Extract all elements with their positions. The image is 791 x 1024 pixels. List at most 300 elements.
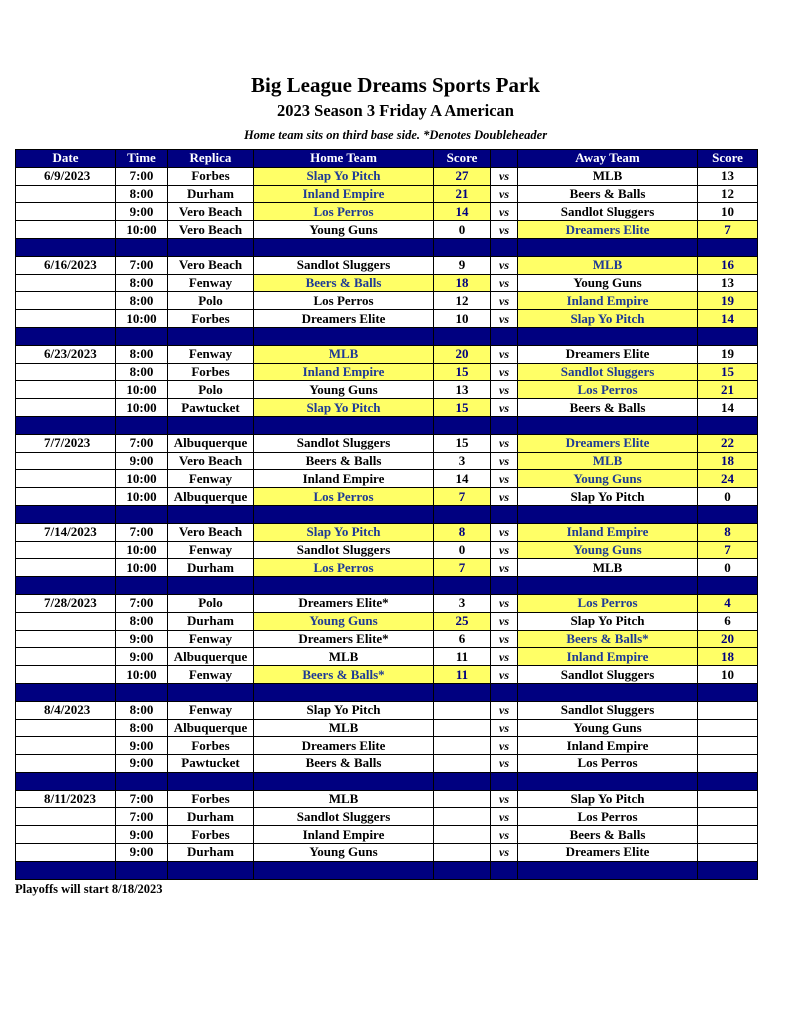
separator-cell xyxy=(434,861,491,879)
separator-cell xyxy=(16,861,116,879)
away-score: 24 xyxy=(698,470,758,488)
game-date-empty xyxy=(16,274,116,292)
away-team: Beers & Balls xyxy=(518,185,698,203)
separator-cell xyxy=(491,238,518,256)
away-score: 14 xyxy=(698,310,758,328)
home-score: 15 xyxy=(434,363,491,381)
separator-cell xyxy=(116,238,168,256)
vs-label: vs xyxy=(491,381,518,399)
vs-label: vs xyxy=(491,274,518,292)
game-time: 7:00 xyxy=(116,256,168,274)
home-score xyxy=(434,826,491,844)
separator-cell xyxy=(168,577,254,595)
game-time: 7:00 xyxy=(116,808,168,826)
away-team: MLB xyxy=(518,452,698,470)
home-team: Los Perros xyxy=(254,559,434,577)
away-score: 12 xyxy=(698,185,758,203)
playoffs-note: Playoffs will start 8/18/2023 xyxy=(15,882,163,896)
home-team: Los Perros xyxy=(254,292,434,310)
away-score: 14 xyxy=(698,399,758,417)
game-row xyxy=(16,808,758,826)
game-row xyxy=(16,826,758,844)
home-score: 15 xyxy=(434,399,491,417)
separator-cell xyxy=(16,327,116,345)
game-date-empty xyxy=(16,399,116,417)
game-date-empty xyxy=(16,737,116,755)
vs-label: vs xyxy=(491,399,518,417)
away-score: 7 xyxy=(698,221,758,239)
home-score xyxy=(434,808,491,826)
home-team: Inland Empire xyxy=(254,826,434,844)
col-home-score-header: Score xyxy=(434,150,491,168)
separator-cell xyxy=(434,416,491,434)
away-score: 0 xyxy=(698,559,758,577)
game-time: 8:00 xyxy=(116,185,168,203)
game-row xyxy=(16,381,758,399)
away-team: Sandlot Sluggers xyxy=(518,203,698,221)
game-field: Fenway xyxy=(168,541,254,559)
home-team: Sandlot Sluggers xyxy=(254,256,434,274)
home-score: 10 xyxy=(434,310,491,328)
game-date-empty xyxy=(16,381,116,399)
game-field: Albuquerque xyxy=(168,488,254,506)
schedule-table xyxy=(15,149,758,880)
away-team: Young Guns xyxy=(518,719,698,737)
game-date-empty xyxy=(16,203,116,221)
home-team: Sandlot Sluggers xyxy=(254,434,434,452)
away-score: 7 xyxy=(698,541,758,559)
vs-label: vs xyxy=(491,203,518,221)
away-team: Young Guns xyxy=(518,274,698,292)
separator-cell xyxy=(518,577,698,595)
home-score xyxy=(434,701,491,719)
game-date: 8/4/2023 xyxy=(16,701,116,719)
home-team: Sandlot Sluggers xyxy=(254,541,434,559)
away-team: MLB xyxy=(518,559,698,577)
away-team: Slap Yo Pitch xyxy=(518,612,698,630)
home-team: Beers & Balls* xyxy=(254,666,434,684)
away-score: 10 xyxy=(698,203,758,221)
vs-label: vs xyxy=(491,755,518,773)
home-team: Slap Yo Pitch xyxy=(254,399,434,417)
home-team: MLB xyxy=(254,648,434,666)
game-time: 7:00 xyxy=(116,523,168,541)
away-score xyxy=(698,719,758,737)
vs-label: vs xyxy=(491,594,518,612)
away-team: Slap Yo Pitch xyxy=(518,790,698,808)
separator-cell xyxy=(16,683,116,701)
away-score: 22 xyxy=(698,434,758,452)
col-away-team-header: Away Team xyxy=(518,150,698,168)
vs-label: vs xyxy=(491,452,518,470)
separator-cell xyxy=(16,772,116,790)
away-team: Dreamers Elite xyxy=(518,434,698,452)
game-time: 10:00 xyxy=(116,381,168,399)
away-score: 20 xyxy=(698,630,758,648)
game-row xyxy=(16,719,758,737)
game-date-empty xyxy=(16,221,116,239)
game-date-empty xyxy=(16,559,116,577)
col-away-score-header: Score xyxy=(698,150,758,168)
separator-cell xyxy=(254,505,434,523)
game-field: Fenway xyxy=(168,274,254,292)
game-date-empty xyxy=(16,808,116,826)
separator-cell xyxy=(16,577,116,595)
away-score: 21 xyxy=(698,381,758,399)
game-date: 7/14/2023 xyxy=(16,523,116,541)
separator-cell xyxy=(518,238,698,256)
game-time: 9:00 xyxy=(116,630,168,648)
game-time: 7:00 xyxy=(116,594,168,612)
vs-label: vs xyxy=(491,523,518,541)
game-field: Forbes xyxy=(168,310,254,328)
header-row xyxy=(16,150,758,168)
separator-cell xyxy=(434,238,491,256)
game-date-empty xyxy=(16,488,116,506)
game-time: 10:00 xyxy=(116,666,168,684)
game-date-empty xyxy=(16,310,116,328)
separator-cell xyxy=(254,327,434,345)
home-score: 13 xyxy=(434,381,491,399)
season-subtitle: 2023 Season 3 Friday A American xyxy=(277,101,514,120)
game-date-empty xyxy=(16,363,116,381)
game-time: 10:00 xyxy=(116,541,168,559)
away-team: Slap Yo Pitch xyxy=(518,488,698,506)
separator-cell xyxy=(491,327,518,345)
separator-cell xyxy=(254,238,434,256)
away-team: Beers & Balls xyxy=(518,826,698,844)
col-time-header: Time xyxy=(116,150,168,168)
home-team: MLB xyxy=(254,719,434,737)
away-team: Beers & Balls* xyxy=(518,630,698,648)
away-score xyxy=(698,844,758,862)
week-separator xyxy=(16,416,758,434)
home-score xyxy=(434,737,491,755)
game-date-empty xyxy=(16,648,116,666)
game-field: Polo xyxy=(168,292,254,310)
away-team: Beers & Balls xyxy=(518,399,698,417)
game-date-empty xyxy=(16,452,116,470)
separator-cell xyxy=(434,327,491,345)
col-home-team-header: Home Team xyxy=(254,150,434,168)
game-time: 8:00 xyxy=(116,719,168,737)
separator-cell xyxy=(16,238,116,256)
game-row xyxy=(16,452,758,470)
away-team: Los Perros xyxy=(518,381,698,399)
vs-label: vs xyxy=(491,167,518,185)
vs-label: vs xyxy=(491,256,518,274)
away-score: 4 xyxy=(698,594,758,612)
separator-cell xyxy=(518,505,698,523)
away-score: 10 xyxy=(698,666,758,684)
home-team: Young Guns xyxy=(254,612,434,630)
separator-cell xyxy=(698,577,758,595)
separator-cell xyxy=(116,772,168,790)
home-score: 7 xyxy=(434,488,491,506)
away-team: Sandlot Sluggers xyxy=(518,701,698,719)
week-separator xyxy=(16,577,758,595)
separator-cell xyxy=(434,577,491,595)
game-date-empty xyxy=(16,541,116,559)
home-score: 21 xyxy=(434,185,491,203)
game-time: 10:00 xyxy=(116,221,168,239)
away-score: 18 xyxy=(698,452,758,470)
game-date: 6/23/2023 xyxy=(16,345,116,363)
home-score: 27 xyxy=(434,167,491,185)
away-score: 16 xyxy=(698,256,758,274)
game-date-empty xyxy=(16,292,116,310)
vs-label: vs xyxy=(491,826,518,844)
separator-cell xyxy=(168,772,254,790)
home-score: 14 xyxy=(434,470,491,488)
separator-cell xyxy=(116,577,168,595)
week-separator xyxy=(16,683,758,701)
game-row xyxy=(16,790,758,808)
game-date: 6/9/2023 xyxy=(16,167,116,185)
home-team: Beers & Balls xyxy=(254,274,434,292)
game-date: 7/7/2023 xyxy=(16,434,116,452)
game-time: 8:00 xyxy=(116,345,168,363)
separator-cell xyxy=(491,861,518,879)
separator-cell xyxy=(491,772,518,790)
week-separator xyxy=(16,772,758,790)
game-field: Durham xyxy=(168,559,254,577)
home-team: Dreamers Elite* xyxy=(254,630,434,648)
away-score: 6 xyxy=(698,612,758,630)
vs-label: vs xyxy=(491,559,518,577)
game-field: Albuquerque xyxy=(168,648,254,666)
separator-cell xyxy=(116,861,168,879)
vs-label: vs xyxy=(491,541,518,559)
separator-cell xyxy=(491,577,518,595)
game-date: 7/28/2023 xyxy=(16,594,116,612)
separator-cell xyxy=(116,505,168,523)
game-row xyxy=(16,345,758,363)
home-score: 12 xyxy=(434,292,491,310)
game-time: 8:00 xyxy=(116,292,168,310)
away-team: Slap Yo Pitch xyxy=(518,310,698,328)
away-score xyxy=(698,808,758,826)
vs-label: vs xyxy=(491,719,518,737)
game-field: Forbes xyxy=(168,737,254,755)
week-separator xyxy=(16,505,758,523)
game-row xyxy=(16,256,758,274)
game-time: 8:00 xyxy=(116,363,168,381)
home-score: 14 xyxy=(434,203,491,221)
home-score: 6 xyxy=(434,630,491,648)
week-separator xyxy=(16,861,758,879)
game-field: Vero Beach xyxy=(168,256,254,274)
game-time: 9:00 xyxy=(116,826,168,844)
away-team: Los Perros xyxy=(518,594,698,612)
game-field: Vero Beach xyxy=(168,221,254,239)
away-score: 19 xyxy=(698,292,758,310)
home-score: 18 xyxy=(434,274,491,292)
vs-label: vs xyxy=(491,808,518,826)
separator-cell xyxy=(518,772,698,790)
separator-cell xyxy=(698,327,758,345)
game-time: 10:00 xyxy=(116,310,168,328)
game-field: Fenway xyxy=(168,666,254,684)
away-score: 13 xyxy=(698,167,758,185)
home-score xyxy=(434,755,491,773)
home-team: Los Perros xyxy=(254,488,434,506)
vs-label: vs xyxy=(491,310,518,328)
game-field: Vero Beach xyxy=(168,452,254,470)
game-row xyxy=(16,755,758,773)
vs-label: vs xyxy=(491,648,518,666)
schedule-note: Home team sits on third base side. *Denotes Doubleheader xyxy=(243,128,548,142)
game-field: Fenway xyxy=(168,630,254,648)
game-field: Albuquerque xyxy=(168,719,254,737)
away-score: 0 xyxy=(698,488,758,506)
home-team: Inland Empire xyxy=(254,185,434,203)
separator-cell xyxy=(16,416,116,434)
away-score xyxy=(698,701,758,719)
col-vs-header xyxy=(491,150,518,168)
away-team: Sandlot Sluggers xyxy=(518,363,698,381)
game-row xyxy=(16,612,758,630)
separator-cell xyxy=(168,505,254,523)
separator-cell xyxy=(168,327,254,345)
home-score: 0 xyxy=(434,541,491,559)
home-score: 25 xyxy=(434,612,491,630)
home-score: 20 xyxy=(434,345,491,363)
col-replica-header: Replica xyxy=(168,150,254,168)
game-field: Forbes xyxy=(168,790,254,808)
page-title: Big League Dreams Sports Park xyxy=(251,73,540,97)
separator-cell xyxy=(116,327,168,345)
away-team: Sandlot Sluggers xyxy=(518,666,698,684)
separator-cell xyxy=(491,505,518,523)
home-team: Beers & Balls xyxy=(254,755,434,773)
game-row xyxy=(16,666,758,684)
game-field: Fenway xyxy=(168,701,254,719)
home-score xyxy=(434,844,491,862)
vs-label: vs xyxy=(491,185,518,203)
game-time: 10:00 xyxy=(116,470,168,488)
vs-label: vs xyxy=(491,434,518,452)
game-row xyxy=(16,203,758,221)
game-row xyxy=(16,559,758,577)
separator-cell xyxy=(434,505,491,523)
game-row xyxy=(16,274,758,292)
vs-label: vs xyxy=(491,488,518,506)
home-team: MLB xyxy=(254,790,434,808)
game-row xyxy=(16,434,758,452)
game-field: Forbes xyxy=(168,826,254,844)
home-score: 8 xyxy=(434,523,491,541)
vs-label: vs xyxy=(491,221,518,239)
away-score: 18 xyxy=(698,648,758,666)
game-time: 9:00 xyxy=(116,203,168,221)
game-time: 9:00 xyxy=(116,648,168,666)
game-time: 9:00 xyxy=(116,452,168,470)
separator-cell xyxy=(434,683,491,701)
game-date-empty xyxy=(16,755,116,773)
away-team: MLB xyxy=(518,256,698,274)
home-team: Slap Yo Pitch xyxy=(254,167,434,185)
home-team: Los Perros xyxy=(254,203,434,221)
away-team: MLB xyxy=(518,167,698,185)
game-field: Albuquerque xyxy=(168,434,254,452)
home-team: Beers & Balls xyxy=(254,452,434,470)
game-field: Polo xyxy=(168,381,254,399)
game-field: Durham xyxy=(168,844,254,862)
vs-label: vs xyxy=(491,666,518,684)
separator-cell xyxy=(168,238,254,256)
game-row xyxy=(16,363,758,381)
week-separator xyxy=(16,327,758,345)
away-score xyxy=(698,790,758,808)
game-field: Durham xyxy=(168,185,254,203)
away-score xyxy=(698,737,758,755)
separator-cell xyxy=(254,416,434,434)
away-team: Young Guns xyxy=(518,470,698,488)
separator-cell xyxy=(254,577,434,595)
game-time: 7:00 xyxy=(116,167,168,185)
game-row xyxy=(16,185,758,203)
game-row xyxy=(16,630,758,648)
home-team: MLB xyxy=(254,345,434,363)
game-field: Fenway xyxy=(168,470,254,488)
game-date-empty xyxy=(16,826,116,844)
game-time: 10:00 xyxy=(116,488,168,506)
away-score: 15 xyxy=(698,363,758,381)
separator-cell xyxy=(518,416,698,434)
away-score: 8 xyxy=(698,523,758,541)
home-score: 0 xyxy=(434,221,491,239)
game-field: Durham xyxy=(168,808,254,826)
separator-cell xyxy=(116,416,168,434)
home-team: Dreamers Elite xyxy=(254,310,434,328)
separator-cell xyxy=(116,683,168,701)
separator-cell xyxy=(168,683,254,701)
separator-cell xyxy=(254,683,434,701)
game-row xyxy=(16,701,758,719)
game-date-empty xyxy=(16,612,116,630)
game-time: 9:00 xyxy=(116,737,168,755)
game-time: 10:00 xyxy=(116,399,168,417)
away-team: Young Guns xyxy=(518,541,698,559)
separator-cell xyxy=(254,861,434,879)
vs-label: vs xyxy=(491,292,518,310)
away-score: 13 xyxy=(698,274,758,292)
separator-cell xyxy=(698,772,758,790)
game-row xyxy=(16,648,758,666)
vs-label: vs xyxy=(491,844,518,862)
home-score: 11 xyxy=(434,666,491,684)
game-field: Pawtucket xyxy=(168,755,254,773)
game-time: 7:00 xyxy=(116,790,168,808)
home-team: Slap Yo Pitch xyxy=(254,701,434,719)
home-score: 7 xyxy=(434,559,491,577)
separator-cell xyxy=(698,683,758,701)
vs-label: vs xyxy=(491,363,518,381)
game-field: Polo xyxy=(168,594,254,612)
col-date-header: Date xyxy=(16,150,116,168)
home-score: 9 xyxy=(434,256,491,274)
game-time: 7:00 xyxy=(116,434,168,452)
home-team: Inland Empire xyxy=(254,470,434,488)
game-time: 8:00 xyxy=(116,701,168,719)
game-field: Durham xyxy=(168,612,254,630)
away-team: Inland Empire xyxy=(518,292,698,310)
separator-cell xyxy=(698,505,758,523)
home-score xyxy=(434,790,491,808)
game-time: 8:00 xyxy=(116,274,168,292)
game-row xyxy=(16,292,758,310)
